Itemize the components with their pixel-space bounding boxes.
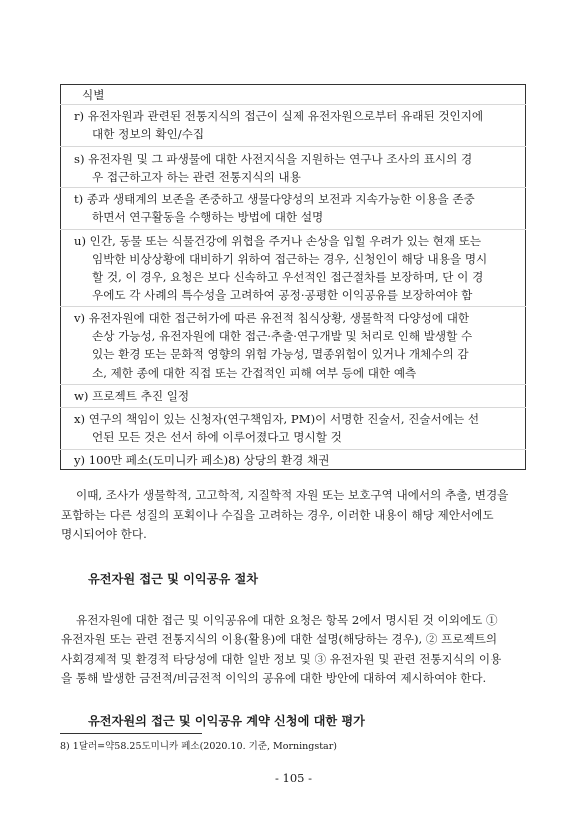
item-u-line-2: 임박한 비상상황에 대비하기 위하여 접근하는 경우, 신청인이 해당 내용을 명시 <box>92 252 488 266</box>
row-divider <box>60 187 526 188</box>
item-u-line-4: 우에도 각 사례의 특수성을 고려하여 공정·공평한 이익공유를 보장하여야 함 <box>92 288 473 302</box>
section-heading-evaluation: 유전자원의 접근 및 이익공유 계약 신청에 대한 평가 <box>88 714 365 728</box>
paragraph2-line-4: 을 통해 발생한 금전적/비금전적 이익의 공유에 대한 방안에 대하여 제시하여야 한다. <box>61 671 487 685</box>
item-v-line-3: 있는 환경 또는 문화적 영향의 위험 가능성, 멸종위험이 있거나 개체수의 감 <box>92 347 469 361</box>
item-v-line-2: 손상 가능성, 유전자원에 대한 접근·추출·연구개발 및 처리로 인해 발생할 수 <box>92 329 473 343</box>
item-y-line-1: y) 100만 페소(도미니카 페소)8) 상당의 환경 채권 <box>74 453 330 467</box>
row-divider <box>60 146 526 147</box>
item-t-line-2: 하면서 연구활동을 수행하는 방법에 대한 설명 <box>92 210 324 224</box>
page-number: - 105 - <box>274 771 313 785</box>
paragraph2-line-3: 사회경제적 및 환경적 타당성에 대한 일반 정보 및 ③ 유전자원 및 관련 전통지식의 이용 <box>61 652 502 666</box>
item-r-line-2: 대한 정보의 확인/수집 <box>92 127 205 141</box>
row-divider <box>60 449 526 450</box>
item-s-line-1: s) 유전자원 및 그 파생물에 대한 사전지식을 지원하는 연구나 조사의 표시의 경 <box>74 152 473 166</box>
item-v-line-1: v) 유전자원에 대한 접근허가에 따른 유전적 침식상황, 생물학적 다양성에 대한 <box>74 311 470 325</box>
paragraph1-line-2: 포함하는 다른 성질의 포획이나 수집을 고려하는 경우, 이러한 내용이 해당 제안서에도 <box>61 508 494 522</box>
item-u-line-1: u) 인간, 동물 또는 식물건강에 위협을 주거나 손상을 입힐 우려가 있는 현재 또는 <box>74 234 482 248</box>
item-w-line-1: w) 프로젝트 추진 일정 <box>74 389 190 403</box>
section-heading-procedure: 유전자원 접근 및 이익공유 절차 <box>88 572 259 586</box>
paragraph1-line-3: 명시되어야 한다. <box>61 527 147 541</box>
row-divider <box>60 229 526 230</box>
footnote-rule <box>60 733 202 734</box>
row-divider <box>60 104 526 105</box>
paragraph2-line-2: 유전자원 또는 관련 전통지식의 이용(활용)에 대한 설명(해당하는 경우), ② 프로젝트의 <box>61 632 498 646</box>
item-r-line-1: r) 유전자원과 관련된 전통지식의 접근이 실제 유전자원으로부터 유래된 것인지에 <box>74 109 484 123</box>
item-x-line-1: x) 연구의 책임이 있는 신청자(연구책임자, PM)이 서명한 진술서, 진술서에는 선 <box>74 412 480 426</box>
paragraph1-line-1: 이때, 조사가 생물학적, 고고학적, 지질학적 자원 또는 보호구역 내에서의 추출, 변경을 <box>76 488 509 502</box>
box-intro: 식별 <box>82 88 105 102</box>
row-divider <box>60 407 526 408</box>
row-divider <box>60 306 526 307</box>
item-t-line-1: t) 종과 생태계의 보존을 존중하고 생물다양성의 보전과 지속가능한 이용을 존중 <box>74 192 475 206</box>
item-s-line-2: 우 접근하고자 하는 관련 전통지식의 내용 <box>92 170 301 184</box>
item-v-line-4: 소, 제한 종에 대한 직접 또는 간접적인 피해 여부 등에 대한 예측 <box>92 366 417 380</box>
paragraph2-line-1: 유전자원에 대한 접근 및 이익공유에 대한 요청은 항목 2에서 명시된 것 이외에도 ① <box>76 613 498 627</box>
item-u-line-3: 할 것, 이 경우, 요청은 보다 신속하고 우선적인 접근절차를 보장하며, 단 이 경 <box>92 270 484 284</box>
footnote: 8) 1달러=약58.25도미니카 페소(2020.10. 기준, Morningstar) <box>60 741 337 752</box>
item-x-line-2: 언된 모든 것은 선서 하에 이루어졌다고 명시할 것 <box>92 430 342 444</box>
row-divider <box>60 384 526 385</box>
